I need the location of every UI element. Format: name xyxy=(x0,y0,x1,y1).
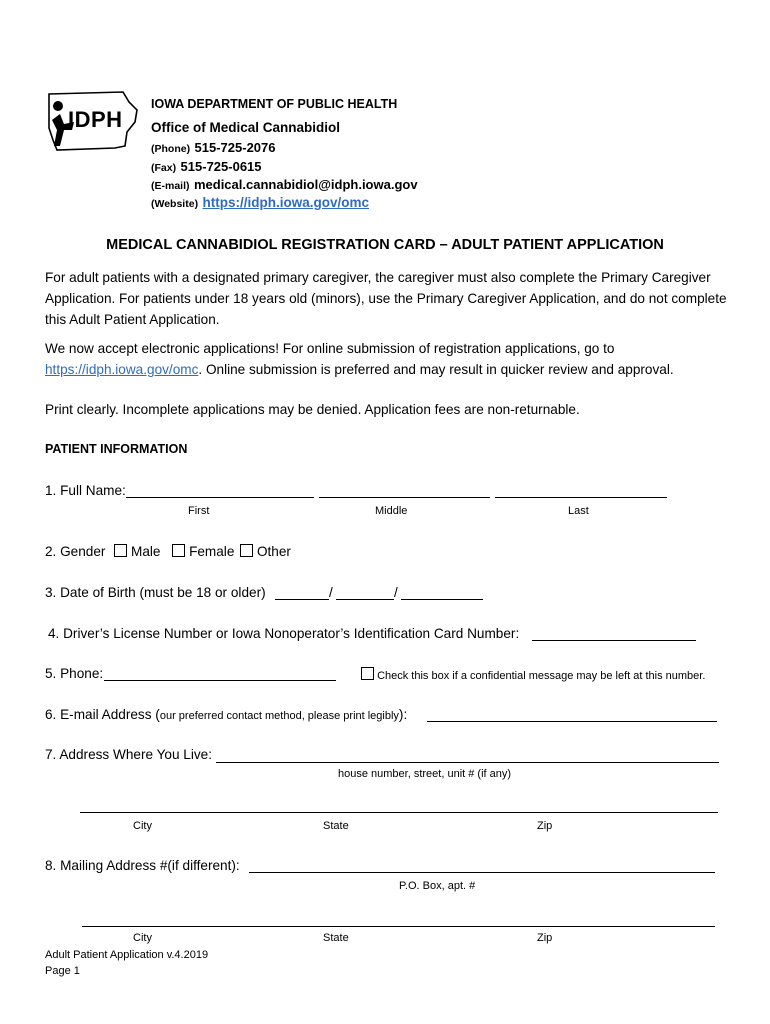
email-line xyxy=(151,176,418,194)
online-submission-link[interactable]: https://idph.iowa.gov/omc xyxy=(45,362,199,377)
gender-row xyxy=(45,544,291,559)
mailing-state-caption: State xyxy=(323,932,349,944)
gender-label: 2. Gender xyxy=(45,544,106,559)
middle-name-field[interactable] xyxy=(319,497,490,498)
mailing-address-field[interactable] xyxy=(249,872,715,873)
mailing-city-caption: City xyxy=(133,932,152,944)
mailing-hint: P.O. Box, apt. # xyxy=(399,880,476,892)
full-name-label: 1. Full Name: xyxy=(45,483,126,498)
footer-version: Adult Patient Application v.4.2019 xyxy=(45,949,209,961)
footer-page-number: Page 1 xyxy=(45,965,80,977)
dob-day-field[interactable] xyxy=(336,599,394,600)
phone-label: (Phone) xyxy=(151,143,191,155)
dob-separator-1: / xyxy=(329,585,333,600)
email-label: (E-mail) xyxy=(151,180,190,192)
logo-text: IDPH xyxy=(68,107,123,132)
last-name-field[interactable] xyxy=(495,497,667,498)
address-state-caption: State xyxy=(323,820,349,832)
intro-p2-text: We now accept electronic applications! For online submission of registration applications, go to xyxy=(45,341,615,356)
email-address: medical.cannabidiol@idph.iowa.gov xyxy=(193,177,418,192)
phone-line xyxy=(151,139,276,157)
office-name: Office of Medical Cannabidiol xyxy=(151,120,341,135)
confidential-message-label: Check this box if a confidential message may be left at this number. xyxy=(377,670,706,682)
email-label-text: 6. E-mail Address ( xyxy=(45,707,160,722)
first-name-caption: First xyxy=(188,505,210,517)
dob-year-field[interactable] xyxy=(401,599,483,600)
website-line xyxy=(151,194,369,212)
fax-label: (Fax) xyxy=(151,162,177,174)
mailing-city-state-zip-field[interactable] xyxy=(82,926,715,927)
license-number-field[interactable] xyxy=(532,640,696,641)
gender-female-checkbox[interactable] xyxy=(172,544,185,557)
last-name-caption: Last xyxy=(568,505,589,517)
phone-number: 515-725-2076 xyxy=(194,140,276,155)
license-label: 4. Driver’s License Number or Iowa Nonoperator’s Identification Card Number: xyxy=(48,626,520,641)
phone-field-label: 5. Phone: xyxy=(45,666,104,681)
intro-paragraph-1: For adult patients with a designated primary caregiver, the caregiver must also complete the Primary Caregiver Application. For patients under 18 years old (minors), use the Primary Caregiver Application, and do not complete this Adult Patient Application. xyxy=(45,270,727,327)
website-link[interactable]: https://idph.iowa.gov/omc xyxy=(202,195,370,210)
gender-female-label: Female xyxy=(189,544,235,559)
dob-month-field[interactable] xyxy=(275,599,329,600)
gender-male-checkbox[interactable] xyxy=(114,544,127,557)
middle-name-caption: Middle xyxy=(375,505,408,517)
mailing-zip-caption: Zip xyxy=(537,932,553,944)
confidential-message-row xyxy=(361,667,705,682)
dob-label: 3. Date of Birth (must be 18 or older) xyxy=(45,585,266,600)
city-state-zip-field[interactable] xyxy=(80,812,718,813)
gender-other-label: Other xyxy=(256,544,291,559)
intro-paragraph-2 xyxy=(45,338,735,380)
first-name-field[interactable] xyxy=(126,497,314,498)
street-address-field[interactable] xyxy=(216,762,719,763)
website-label: (Website) xyxy=(151,198,199,210)
dob-separator-2: / xyxy=(394,585,398,600)
confidential-message-checkbox[interactable] xyxy=(361,667,374,680)
email-field-label xyxy=(45,707,407,722)
address-label: 7. Address Where You Live: xyxy=(45,747,213,762)
form-title: MEDICAL CANNABIDIOL REGISTRATION CARD – ADULT PATIENT APPLICATION xyxy=(106,237,664,253)
address-city-caption: City xyxy=(133,820,152,832)
section-title: PATIENT INFORMATION xyxy=(45,442,188,456)
phone-field[interactable] xyxy=(104,680,336,681)
address-zip-caption: Zip xyxy=(537,820,553,832)
mailing-address-label: 8. Mailing Address #(if different): xyxy=(45,858,240,873)
email-label-end: ): xyxy=(398,707,408,722)
address-hint: house number, street, unit # (if any) xyxy=(338,768,512,780)
gender-male-label: Male xyxy=(131,544,161,559)
intro-p2-text-after: . Online submission is preferred and may result in quicker review and approval. xyxy=(198,362,674,377)
email-field[interactable] xyxy=(427,721,717,722)
fax-line xyxy=(151,158,262,176)
intro-paragraph-3: Print clearly. Incomplete applications may be denied. Application fees are non-returnable. xyxy=(45,402,580,417)
department-name: IOWA DEPARTMENT OF PUBLIC HEALTH xyxy=(151,97,398,111)
email-label-note: our preferred contact method, please print legibly xyxy=(159,710,399,722)
fax-number: 515-725-0615 xyxy=(180,159,262,174)
gender-other-checkbox[interactable] xyxy=(240,544,253,557)
